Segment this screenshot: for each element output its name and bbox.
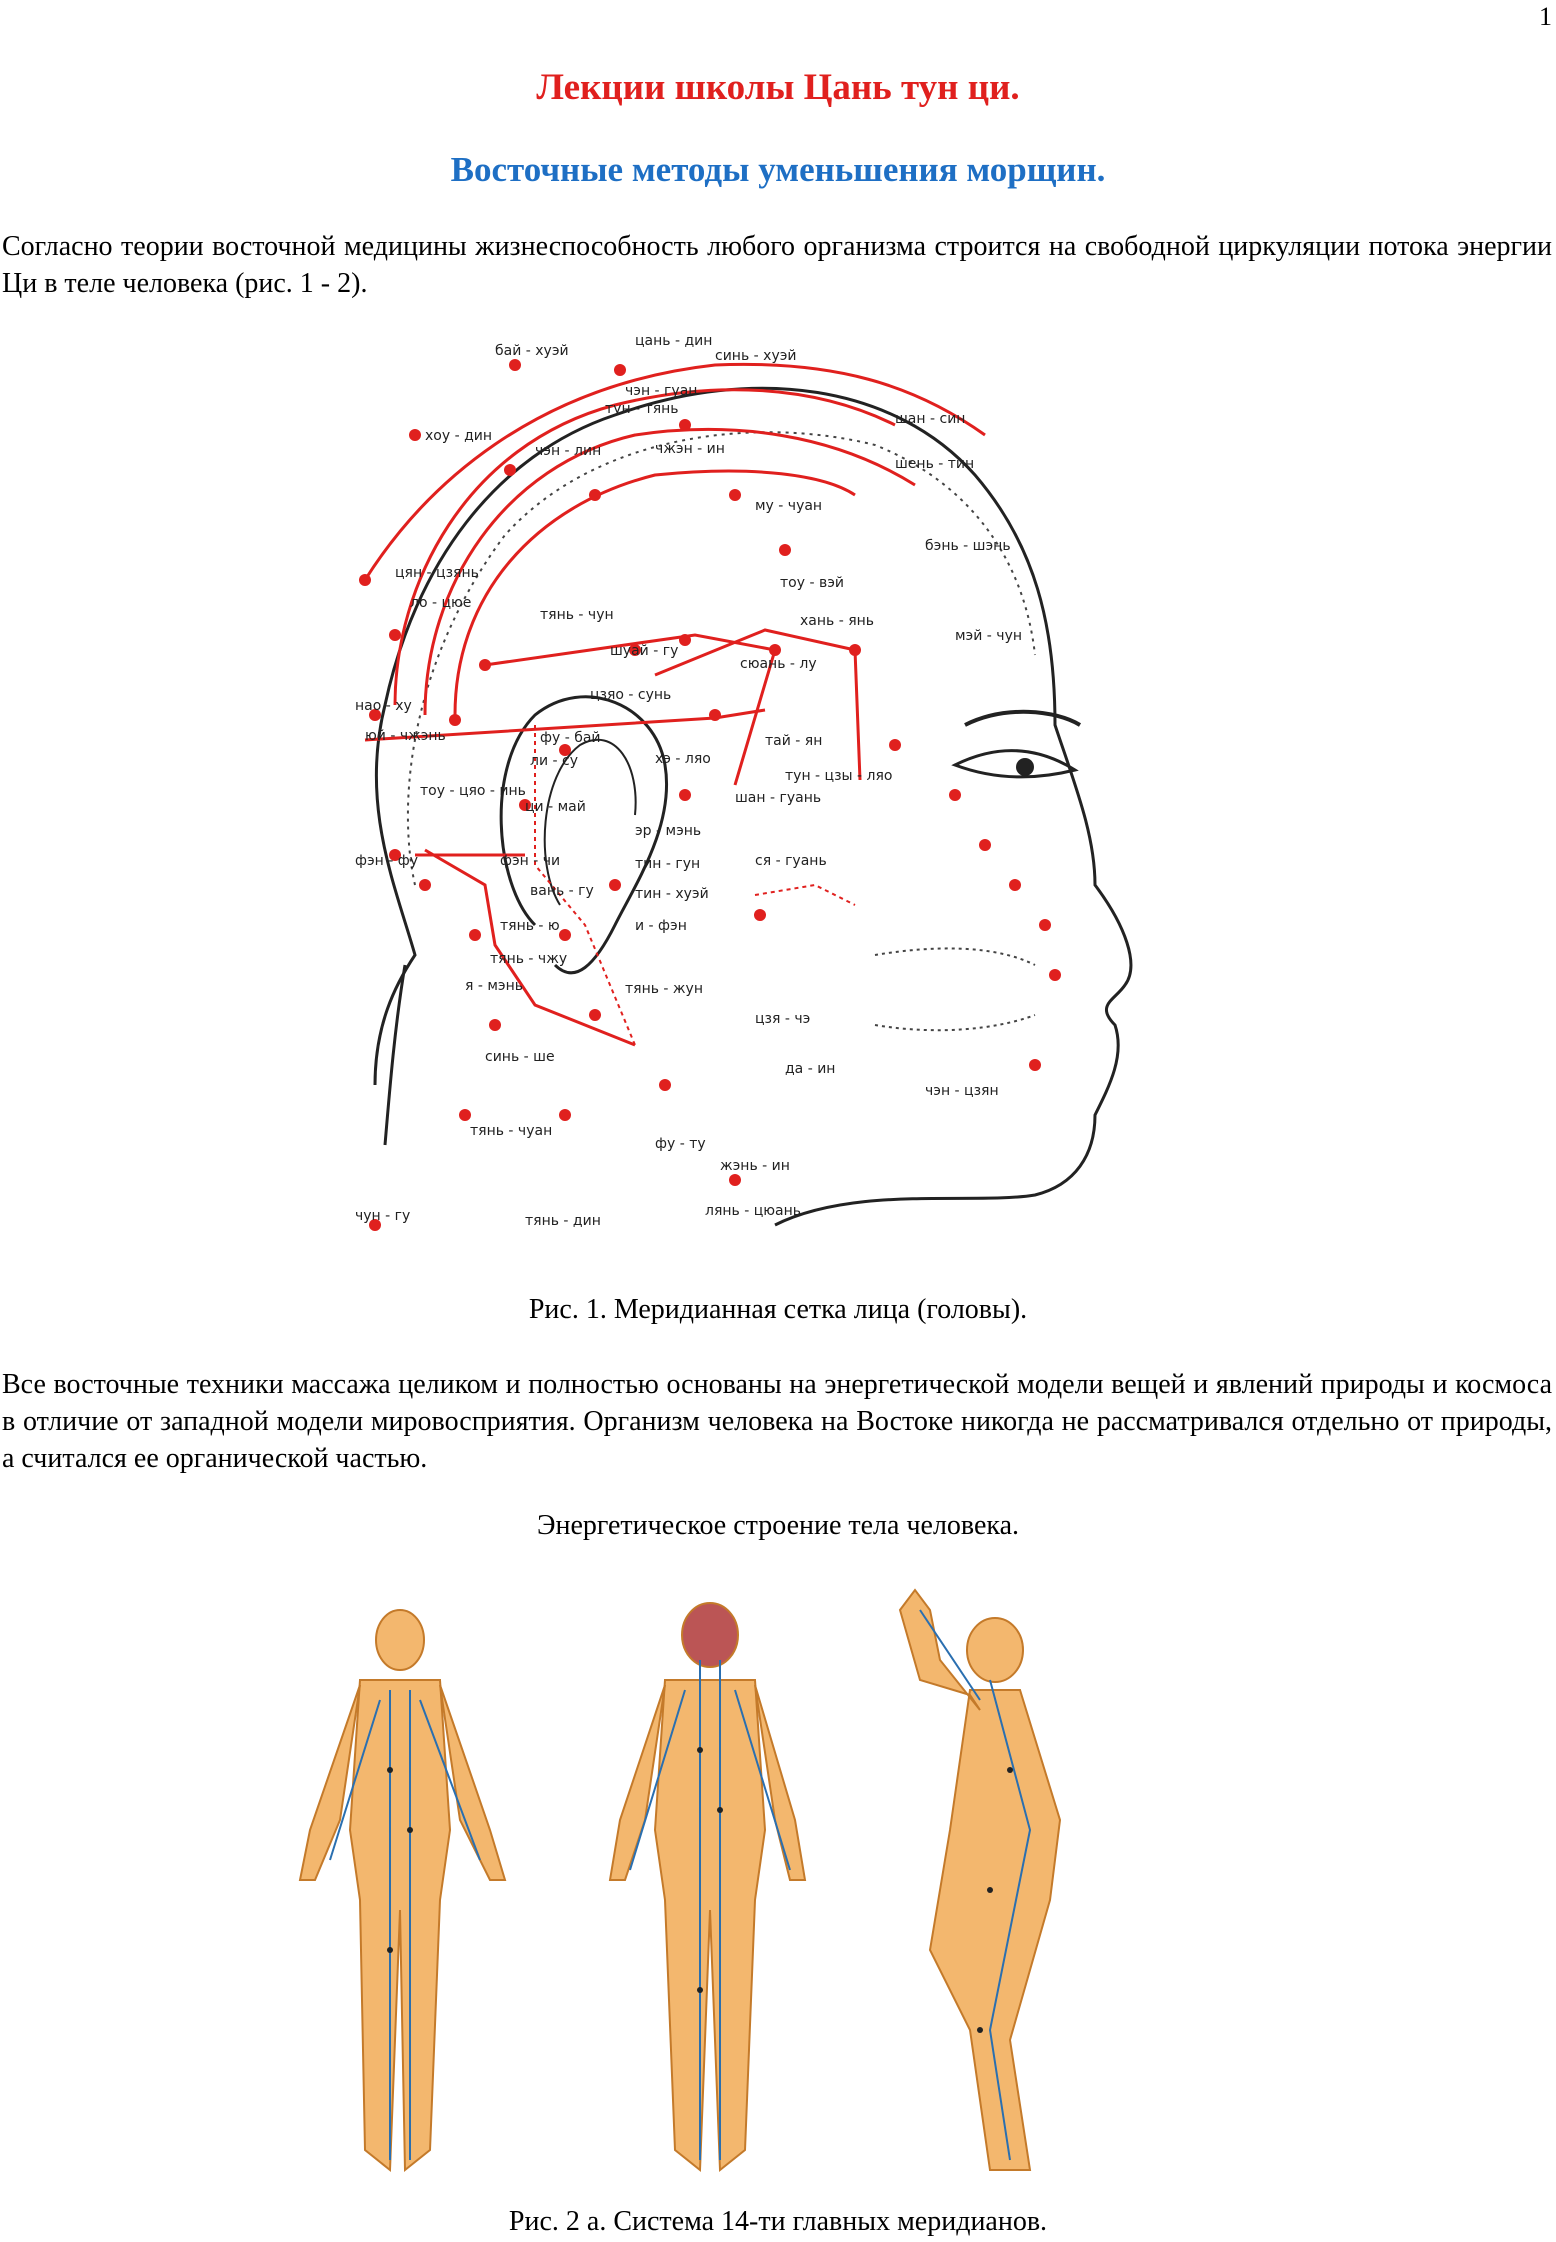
svg-text:тянь - чжу: тянь - чжу (490, 951, 568, 967)
svg-text:цзяо - сунь: цзяо - сунь (590, 687, 672, 703)
svg-text:тоу - вэй: тоу - вэй (780, 575, 844, 591)
svg-text:мэй - чун: мэй - чун (955, 628, 1023, 644)
svg-text:тянь - жун: тянь - жун (625, 981, 703, 997)
section-subtitle: Энергетическое строение тела человека. (536, 1510, 1020, 1541)
figure1-caption: Рис. 1. Меридианная сетка лица (головы). (528, 1294, 1028, 1325)
svg-text:синь - хуэй: синь - хуэй (715, 348, 797, 364)
svg-text:тянь - дин: тянь - дин (525, 1213, 601, 1229)
svg-text:чун - гу: чун - гу (355, 1208, 411, 1224)
svg-text:шень - тин: шень - тин (895, 456, 975, 472)
svg-text:тоу - цяо - инь: тоу - цяо - инь (420, 783, 526, 799)
document-title: Лекции школы Цань тун ци. (536, 67, 1020, 108)
svg-text:тай - ян: тай - ян (765, 733, 823, 749)
svg-text:и - фэн: и - фэн (635, 918, 687, 934)
eye-outline (955, 751, 1075, 777)
svg-text:тянь - чун: тянь - чун (540, 607, 614, 623)
svg-text:фу - ту: фу - ту (655, 1136, 706, 1152)
page-number: 1 (1539, 2, 1552, 31)
svg-text:синь - ше: синь - ше (485, 1049, 555, 1065)
svg-text:ся - гуань: ся - гуань (755, 853, 827, 869)
svg-text:бэнь - шэнь: бэнь - шэнь (925, 538, 1011, 554)
figure2-caption: Рис. 2 а. Система 14-ти главных меридианов. (508, 2206, 1048, 2237)
body-meridian-figure (290, 1570, 1140, 2200)
svg-text:цзя - чэ: цзя - чэ (755, 1011, 811, 1027)
svg-text:хоу - дин: хоу - дин (425, 428, 493, 444)
svg-text:эр - мэнь: эр - мэнь (635, 823, 702, 839)
front-body (300, 1610, 505, 2170)
svg-text:ло - цюе: ло - цюе (410, 595, 472, 611)
svg-text:цян - цзянь: цян - цзянь (395, 565, 479, 581)
svg-text:тун - тянь: тун - тянь (605, 401, 679, 417)
svg-text:ци - май: ци - май (525, 799, 586, 815)
svg-text:тин - хуэй: тин - хуэй (635, 886, 709, 902)
svg-text:фэн - чи: фэн - чи (500, 853, 561, 869)
body-paragraph: Все восточные техники массажа целиком и полностью основаны на энергетической модели вещей и явлений природы и космоса в отличие от западной модели мировосприятия. Организм человека на Востоке никогда не рассматривался отдельно от природы, а считался ее органической частью. (2, 1369, 1552, 1474)
svg-text:ли - су: ли - су (530, 753, 578, 769)
svg-text:чжэн - ин: чжэн - ин (655, 441, 725, 457)
svg-text:нао - ху: нао - ху (355, 698, 412, 714)
svg-text:тянь - чуан: тянь - чуан (470, 1123, 553, 1139)
back-body (610, 1603, 805, 2170)
svg-text:хань - янь: хань - янь (800, 613, 875, 629)
svg-text:вань - гу: вань - гу (530, 883, 594, 899)
svg-text:чэн - гуан: чэн - гуан (625, 383, 698, 399)
svg-text:юй - чжэнь: юй - чжэнь (365, 728, 446, 744)
svg-text:шан - гуань: шан - гуань (735, 790, 822, 806)
svg-text:тянь - ю: тянь - ю (500, 918, 560, 934)
intro-paragraph: Согласно теории восточной медицины жизнеспособность любого организма строится на свободной циркуляции потока энергии Ци в теле человека (рис. 1 - 2). (2, 231, 1552, 299)
head-outline (375, 388, 1131, 1225)
svg-text:лянь - цюань: лянь - цюань (705, 1203, 802, 1219)
svg-text:тин - гун: тин - гун (635, 856, 701, 872)
side-body (900, 1590, 1060, 2170)
svg-text:да - ин: да - ин (785, 1061, 836, 1077)
svg-text:жэнь - ин: жэнь - ин (720, 1158, 790, 1174)
svg-text:тун - цзы - ляо: тун - цзы - ляо (785, 768, 893, 784)
svg-text:фэн - фу: фэн - фу (355, 853, 419, 869)
svg-text:фу - бай: фу - бай (540, 730, 601, 746)
svg-text:чэн - цзян: чэн - цзян (925, 1083, 999, 1099)
head-meridian-figure (335, 325, 1135, 1235)
svg-text:шан - син: шан - син (895, 411, 966, 427)
svg-text:сюань - лу: сюань - лу (740, 656, 817, 672)
svg-text:шуай - гу: шуай - гу (610, 643, 679, 659)
svg-text:хэ - ляо: хэ - ляо (655, 751, 711, 767)
svg-text:цань - дин: цань - дин (635, 333, 713, 349)
svg-text:я - мэнь: я - мэнь (465, 978, 524, 994)
svg-text:чэн - лин: чэн - лин (535, 443, 602, 459)
svg-text:му - чуан: му - чуан (755, 498, 823, 514)
svg-text:бай - хуэй: бай - хуэй (495, 343, 569, 359)
document-subtitle: Восточные методы уменьшения морщин. (450, 150, 1106, 189)
